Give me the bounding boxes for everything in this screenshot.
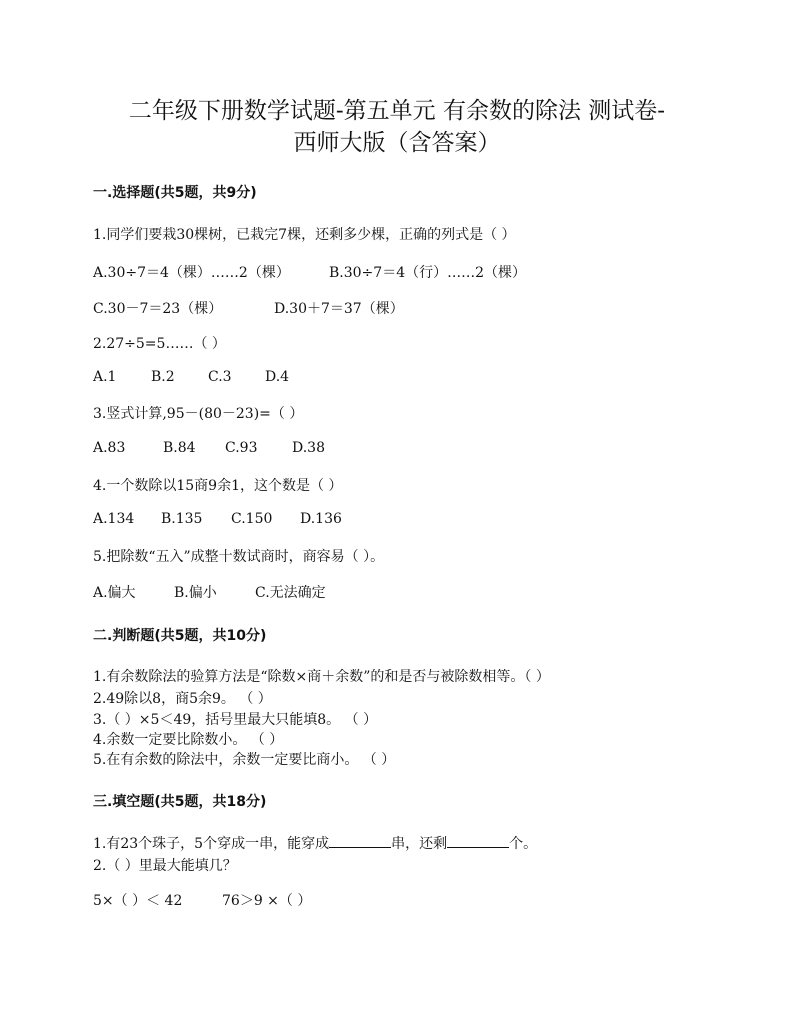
- question-1-4-options: [93, 511, 342, 527]
- question-1-3: 3.竖式计算,95－(80－23)=（ ）: [93, 406, 304, 422]
- option-d: D.38: [292, 440, 325, 456]
- option-a: A.偏大: [93, 585, 136, 601]
- question-1-2: 2.27÷5=5……（ ）: [93, 336, 226, 352]
- answer-blank[interactable]: [329, 833, 391, 848]
- option-c: C.无法确定: [255, 585, 326, 601]
- judge-item-2: 2.49除以8，商5余9。 （ ）: [93, 691, 272, 707]
- option-c: C.93: [225, 440, 258, 456]
- option-d: D.136: [300, 511, 342, 527]
- option-a: A.30÷7＝4（棵）……2（棵）: [93, 265, 290, 281]
- option-a: A.83: [93, 440, 126, 456]
- page-title-line2: 西师大版（含答案）: [293, 130, 501, 156]
- option-b: B.2: [151, 369, 175, 385]
- option-d: D.30＋7＝37（棵）: [274, 301, 404, 317]
- fill-item-1: [93, 833, 537, 853]
- judge-item-5: 5.在有余数的除法中，余数一定要比商小。 （ ）: [93, 752, 396, 768]
- section-heading-choice: 一.选择题(共5题，共9分): [93, 185, 257, 201]
- question-1-1-options: [93, 262, 526, 282]
- question-1-2-options: [93, 369, 289, 385]
- judge-item-3: 3.（ ）×5＜49，括号里最大只能填8。 （ ）: [93, 712, 378, 728]
- answer-blank[interactable]: [447, 833, 509, 848]
- question-1-3-options: [93, 440, 325, 456]
- judge-item-4: 4.余数一定要比除数小。 （ ）: [93, 732, 284, 748]
- option-c: C.150: [231, 511, 273, 527]
- option-b: B.偏小: [174, 585, 217, 601]
- question-1-1-options-2: [93, 298, 404, 318]
- question-1-1: 1.同学们要栽30棵树，已栽完7棵，还剩多少棵，正确的列式是（ ）: [93, 227, 516, 243]
- question-1-4: 4.一个数除以15商9余1，这个数是（ ）: [93, 478, 343, 494]
- expression-a: 5×（ ）＜ 42: [93, 893, 183, 909]
- fill-item-2: 2.（ ）里最大能填几？: [93, 858, 237, 874]
- judge-item-1: 1.有余数除法的验算方法是“除数×商＋余数”的和是否与被除数相等。（ ）: [93, 669, 550, 685]
- expression-b: 76＞9 ×（ ）: [222, 893, 312, 909]
- option-d: D.4: [265, 369, 290, 385]
- fill-item-2-expressions: [93, 890, 311, 910]
- fill-item-1-text-b: 串，还剩: [391, 836, 448, 852]
- fill-item-1-text-a: 1.有23个珠子，5个穿成一串，能穿成: [93, 836, 330, 852]
- question-1-5-options: [93, 582, 326, 602]
- option-a: A.134: [93, 511, 135, 527]
- option-c: C.3: [208, 369, 232, 385]
- option-b: B.135: [161, 511, 203, 527]
- question-1-5: 5.把除数“五入”成整十数试商时，商容易（ ）。: [93, 549, 385, 565]
- option-b: B.30÷7＝4（行）……2（棵）: [329, 265, 527, 281]
- section-heading-judge: 二.判断题(共5题，共10分): [93, 628, 267, 644]
- option-b: B.84: [163, 440, 196, 456]
- section-heading-fill: 三.填空题(共5题，共18分): [93, 794, 267, 810]
- fill-item-1-text-c: 个。: [509, 836, 538, 852]
- page-title-line1: 二年级下册数学试题-第五单元 有余数的除法 测试卷-: [128, 98, 666, 124]
- option-c: C.30－7＝23（棵）: [93, 301, 223, 317]
- option-a: A.1: [93, 369, 117, 385]
